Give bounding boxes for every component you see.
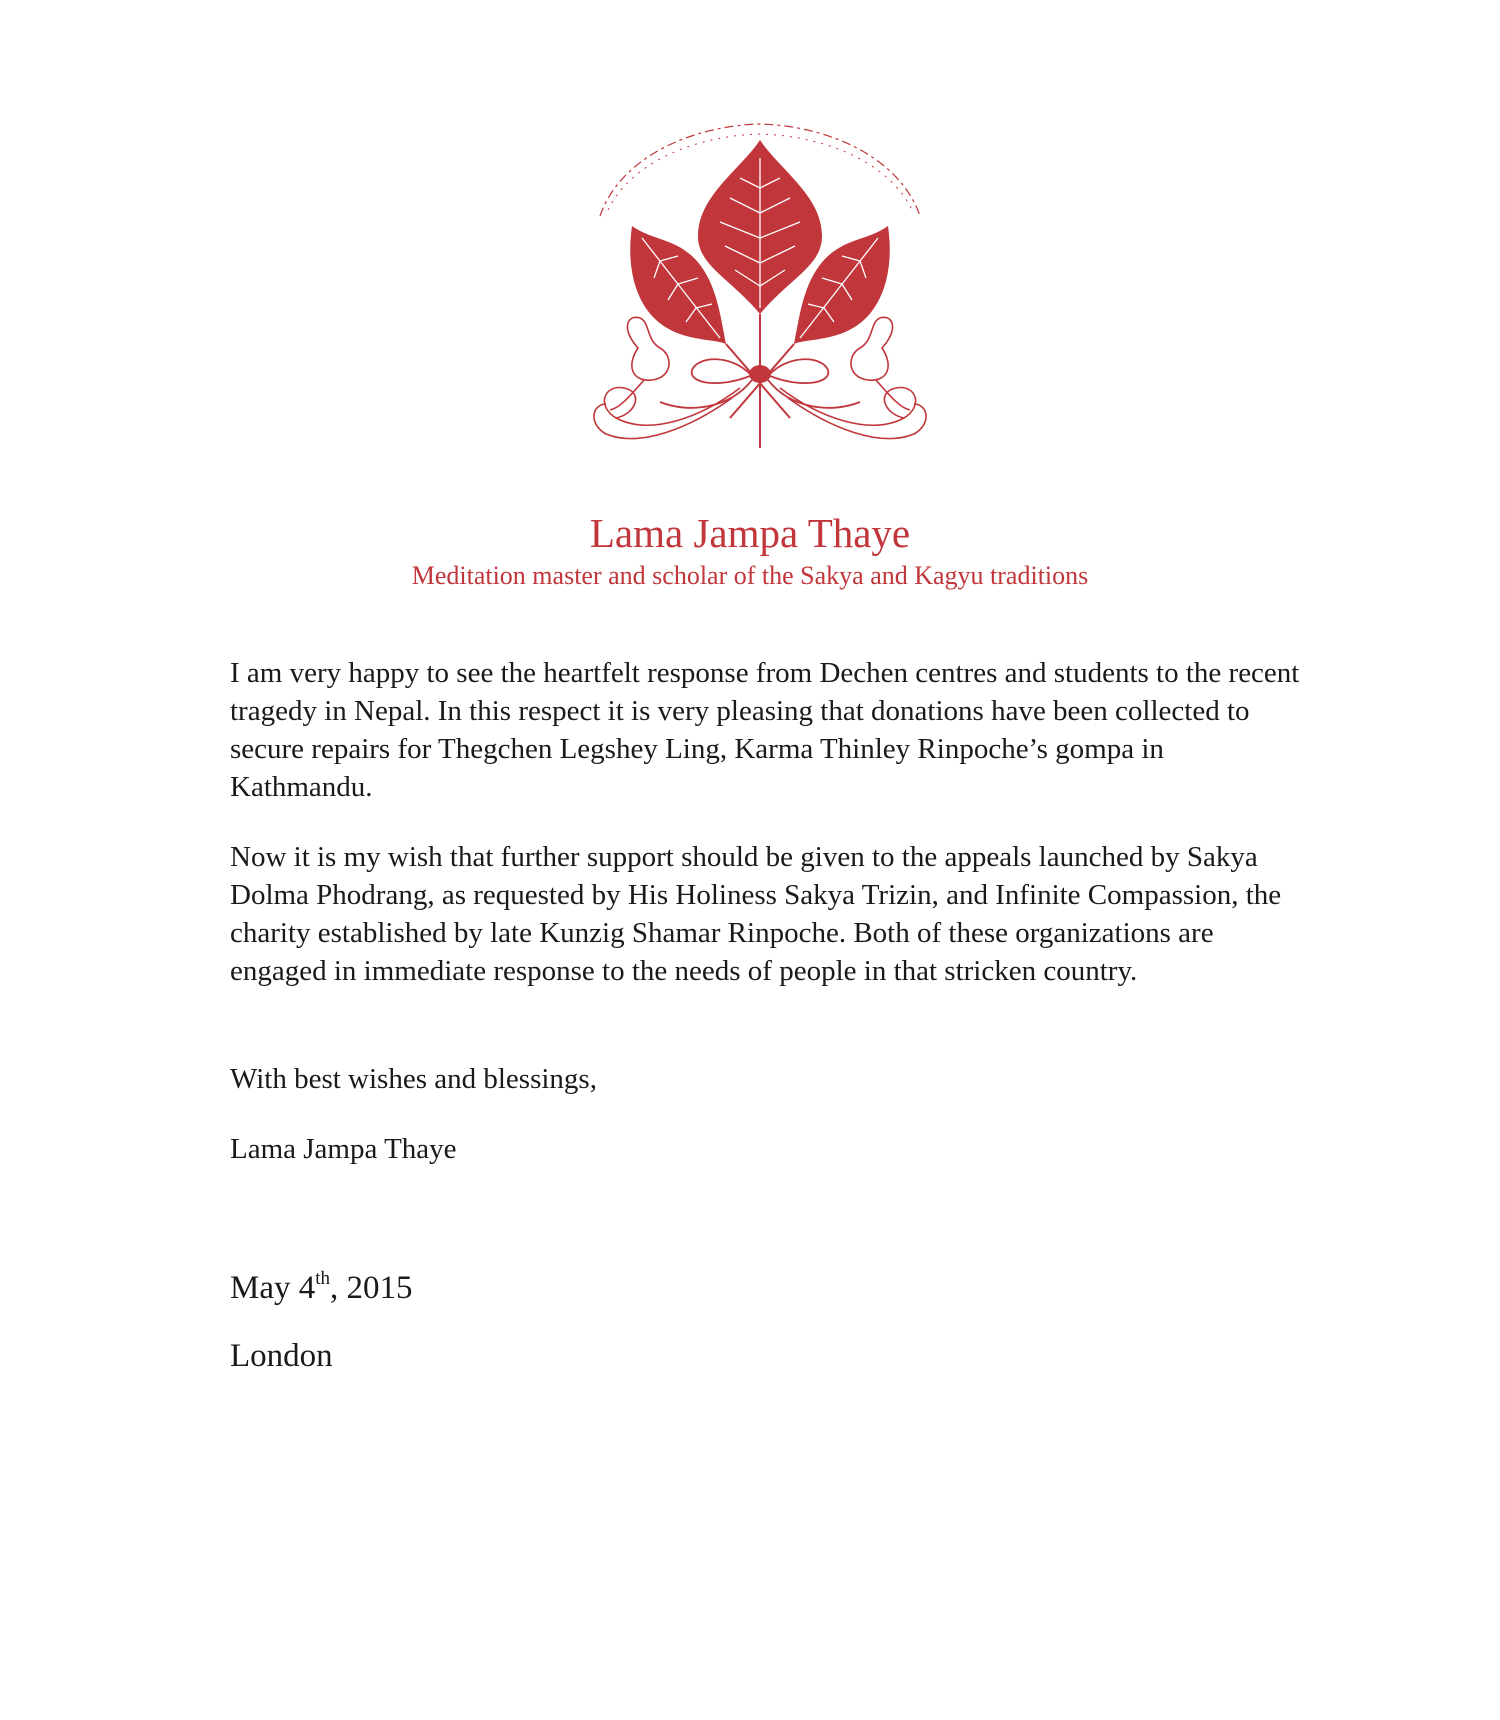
date-year: , 2015 xyxy=(330,1270,413,1306)
letter-closing: With best wishes and blessings, xyxy=(230,1063,597,1095)
letterhead-subtitle: Meditation master and scholar of the Sakya and Kagyu traditions xyxy=(411,561,1089,590)
letter-paragraph: Now it is my wish that further support should be given to the appeals launched by Sakya Dolma Phodrang, as requested by His Holiness Sakya Trizin, and Infinite Compassion, the charity established by late Kunzig Shamar Rinpoche. Both of these organizations are engaged in immediate response to the needs of people in that stricken country. xyxy=(230,841,1282,987)
bodhi-leaves-emblem-icon xyxy=(580,118,940,468)
date-ordinal-suffix: th xyxy=(315,1268,331,1289)
letter-place: London xyxy=(230,1338,333,1374)
letter-date xyxy=(230,1268,413,1308)
letter-paragraph: I am very happy to see the heartfelt response from Dechen centres and students to the recent tragedy in Nepal. In this respect it is very pleasing that donations have been collected to secure repairs for Thegchen Legshey Ling, Karma Thinley Rinpoche’s gompa in Kathmandu. xyxy=(230,657,1300,803)
letter-signature: Lama Jampa Thaye xyxy=(230,1133,457,1165)
letterhead-name: Lama Jampa Thaye xyxy=(589,510,911,556)
date-month-day: May 4 xyxy=(230,1270,316,1306)
